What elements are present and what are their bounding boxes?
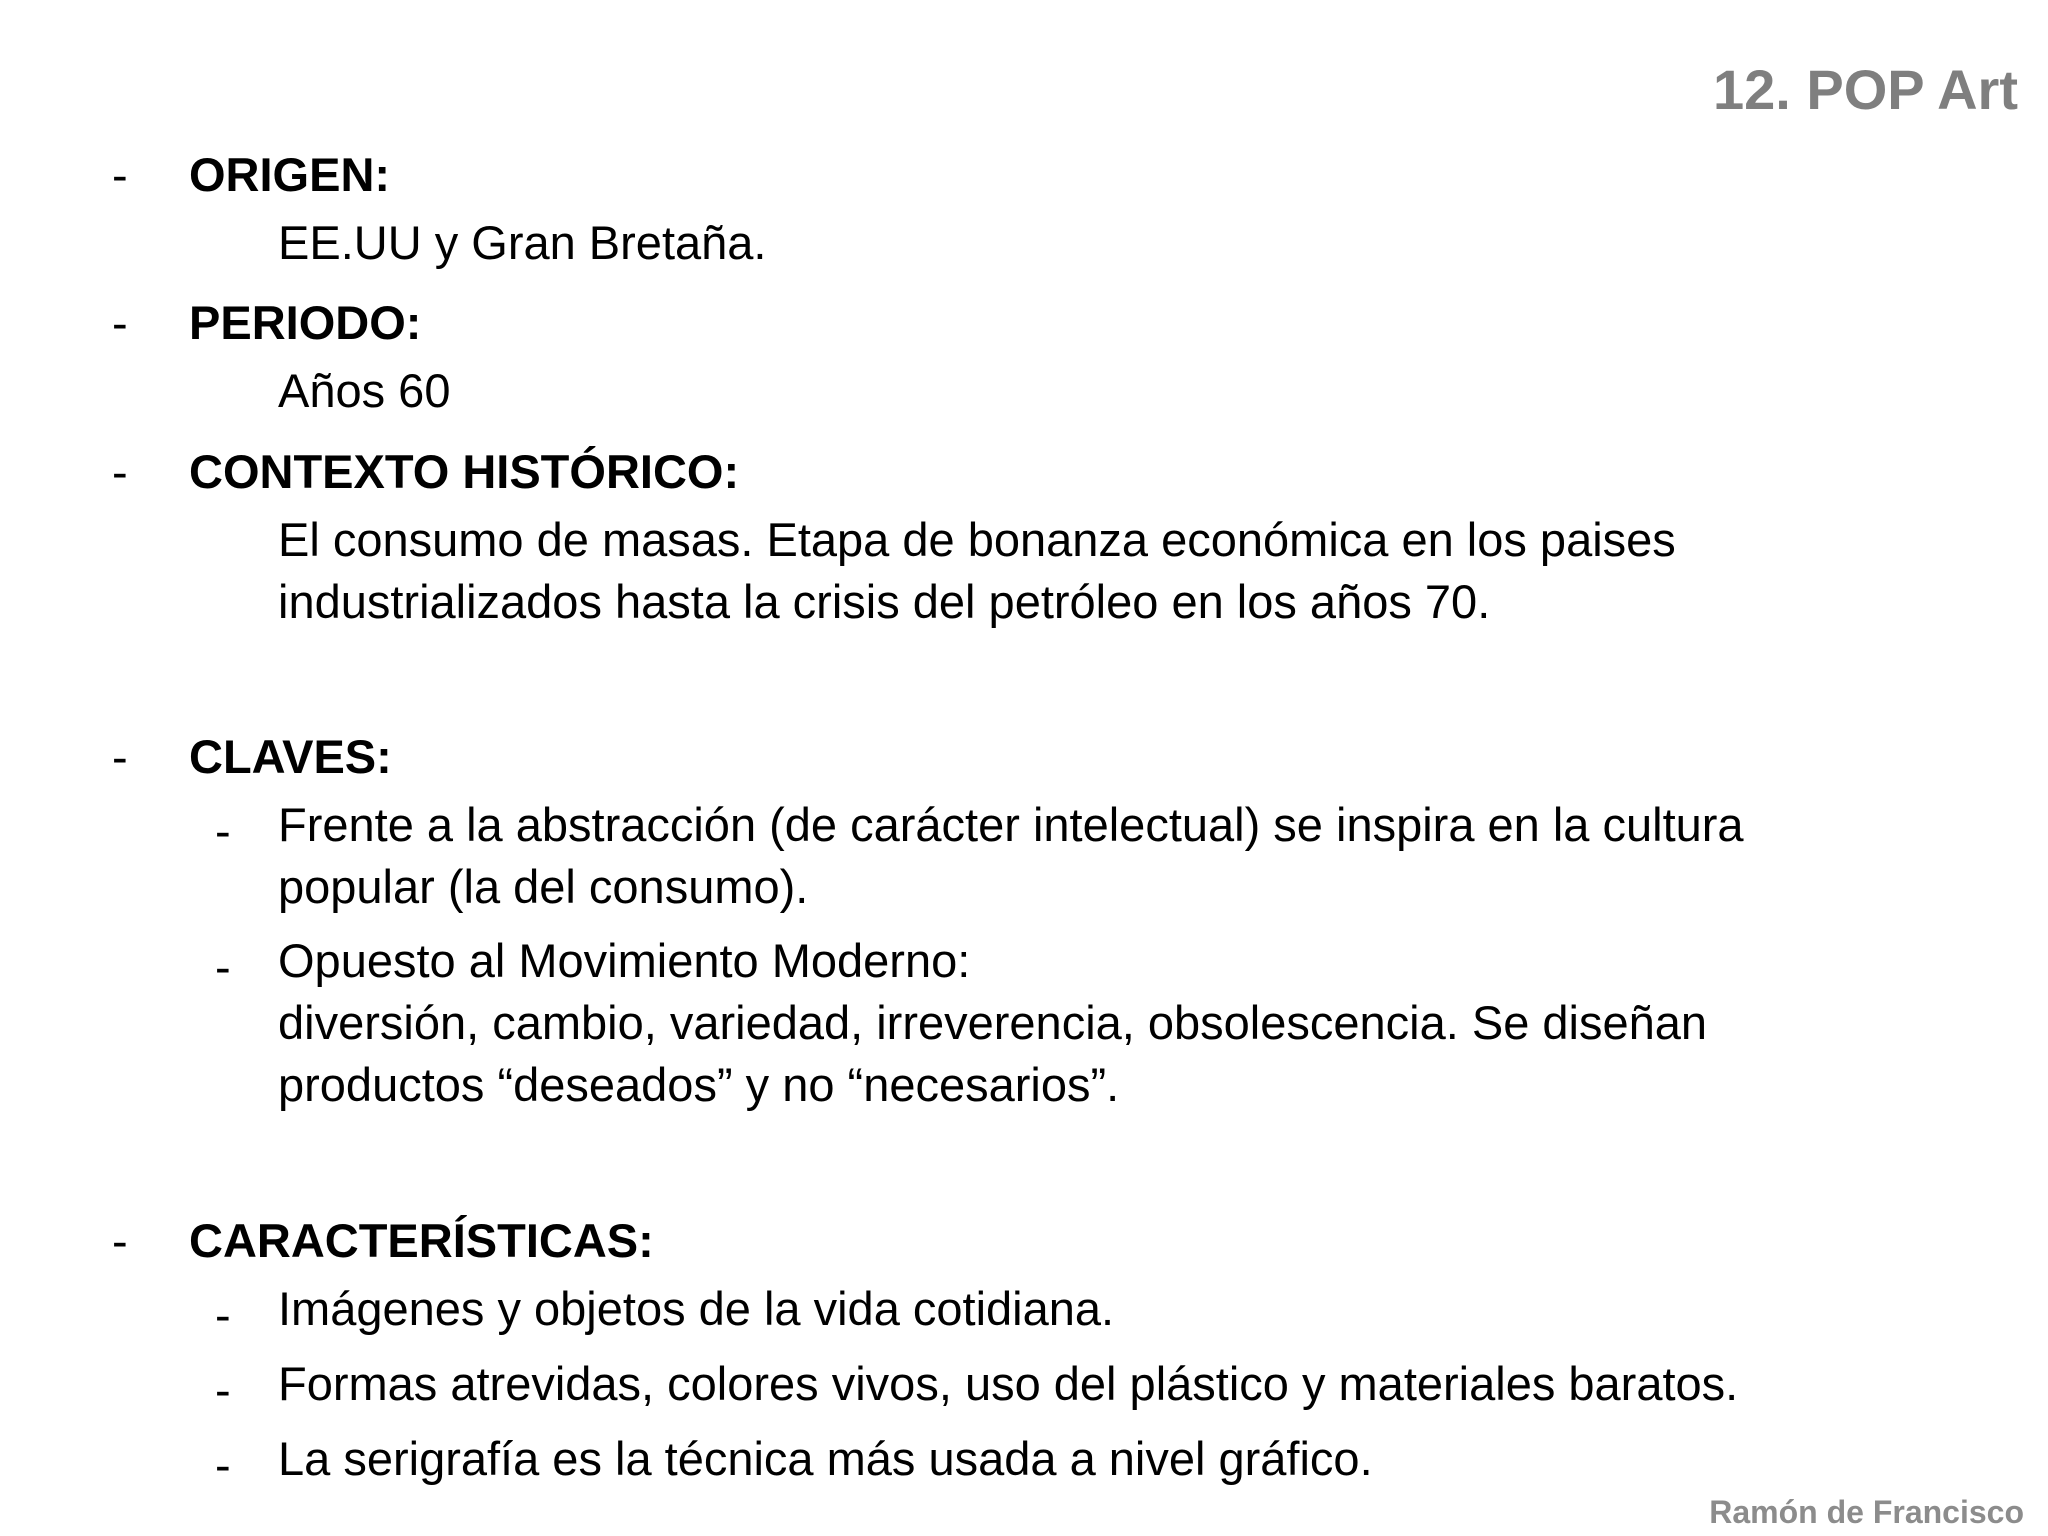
bullet-dash: - [112,296,128,349]
claves-item-line: popular (la del consumo). [278,860,809,913]
bullet-dash: - [112,148,128,201]
caracteristicas-item: Formas atrevidas, colores vivos, uso del plástico y materiales baratos. [278,1357,1739,1410]
claves-item-line: diversión, cambio, variedad, irreverencia, obsolescencia. Se diseñan [278,996,1708,1049]
section-heading-periodo: PERIODO: [189,296,422,349]
section-heading-claves: CLAVES: [189,730,392,783]
claves-item-line: Frente a la abstracción (de carácter intelectual) se inspira en la cultura [278,798,1744,851]
sub-bullet-dash: - [215,1363,231,1416]
bullet-dash: - [112,730,128,783]
section-heading-origen: ORIGEN: [189,148,391,201]
sub-bullet-dash: - [215,1438,231,1491]
contexto-line: industrializados hasta la crisis del petróleo en los años 70. [278,575,1491,628]
caracteristicas-item: La serigrafía es la técnica más usada a nivel gráfico. [278,1432,1373,1485]
bullet-dash: - [112,1214,128,1267]
slide-title: 12. POP Art [1712,58,2018,121]
section-heading-caracteristicas: CARACTERÍSTICAS: [189,1214,654,1267]
claves-item-line: productos “deseados” y no “necesarios”. [278,1058,1120,1111]
periodo-text: Años 60 [278,364,451,417]
claves-item-line: Opuesto al Movimiento Moderno: [278,934,971,987]
sub-bullet-dash: - [215,1288,231,1341]
section-heading-contexto: CONTEXTO HISTÓRICO: [189,445,740,498]
origen-text: EE.UU y Gran Bretaña. [278,216,767,269]
contexto-line: El consumo de masas. Etapa de bonanza económica en los paises [278,513,1676,566]
sub-bullet-dash: - [215,940,231,993]
bullet-dash: - [112,445,128,498]
caracteristicas-item: Imágenes y objetos de la vida cotidiana. [278,1282,1115,1335]
author-credit: Ramón de Francisco [1709,1494,2024,1530]
sub-bullet-dash: - [215,804,231,857]
